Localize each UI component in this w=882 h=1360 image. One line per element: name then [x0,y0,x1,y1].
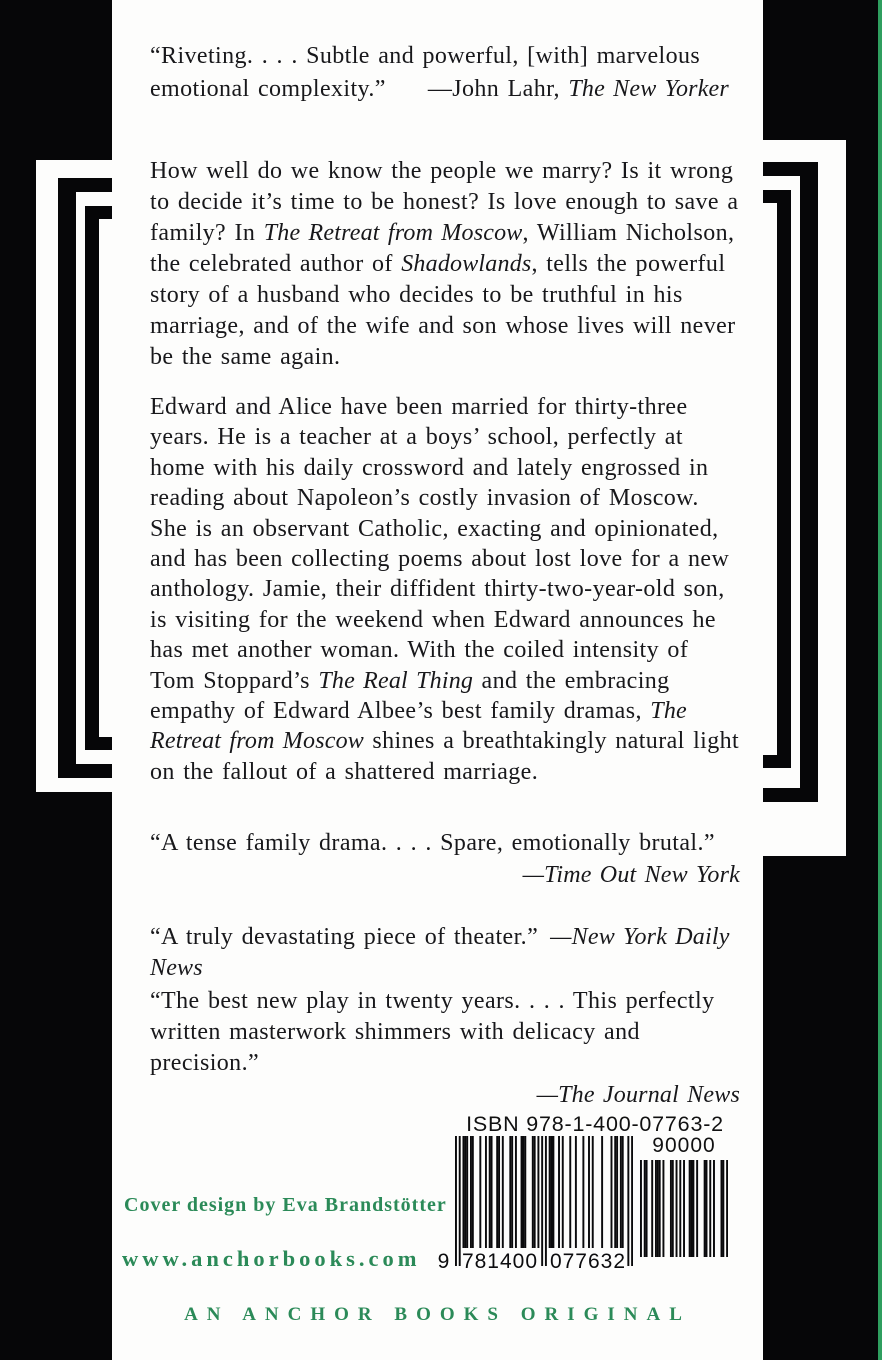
review-quote: “A tense family drama. . . . Spare, emotionally brutal.” [150,830,715,856]
review-ny-daily-news: “A truly devastating piece of theater.” —New York Daily News [150,924,730,981]
bracket-bar [85,737,112,750]
price-supplement-barcode [640,1160,728,1257]
bracket-bar [777,190,791,768]
ean-digit-left: 9 [437,1250,451,1273]
bracket-bar [763,162,818,176]
review-quote: “The best new play in twenty years. . . . This perfectly written masterwork shimmers with delicacy and precision.” [150,988,715,1076]
isbn-label: ISBN 978-1-400-07763-2 [466,1112,724,1136]
bracket-bar [85,206,112,219]
frame-bottom-right-block [763,856,882,1360]
pull-quote-line: emotional complexity.” —John Lahr, The New Yorker [150,76,729,102]
pull-quote-line: “Riveting. . . . Subtle and powerful, [with] marvelous [150,43,701,69]
price-code-label: 90000 [652,1134,716,1157]
synopsis-paragraph-2: Edward and Alice have been married for thirty-three years. He is a teacher at a boys’ school, perfectly at home with his daily crossword and lately engrossed in reading about Napoleon’s costly invasion of Moscow. She is an observant Catholic, exacting and opinionated, and has been collecting poems about lost love for a new anthology. Jamie, their diffident thirty-two-year-old son, is visiting for the weekend when Edward announces he has met another woman. With the coiled intensity of Tom Stoppard’s The Real Thing and the embracing empathy of Edward Albee’s best family dramas, The Retreat from Moscow shines a breathtakingly natural light on the fallout of a shattered marriage. [150,394,740,785]
frame-left-strip [0,160,36,792]
bracket-bar [763,755,791,768]
review-time-out-new-york [150,828,740,891]
review-journal-news [150,986,740,1111]
synopsis-paragraph-1: How well do we know the people we marry? Is it wrong to decide it’s time to be honest? Is love enough to save a family? In The Retreat from Moscow, William Nicholson, the celebrated author of Shadowlands, tells the powerful story of a husband who decides to be truthful in his marriage, and of the wife and son whose lives will never be the same again. [150,158,739,370]
frame-top-right-block [763,0,882,140]
bracket-bar [800,162,818,802]
review-attribution: —Time Out New York [522,862,740,888]
frame-right-strip [846,140,882,856]
imprint-line: AN ANCHOR BOOKS ORIGINAL [184,1304,691,1325]
review-attribution: —The Journal News [536,1082,740,1108]
bracket-bar [58,764,112,778]
pull-quote-new-yorker [150,40,740,106]
ean-barcode [455,1136,633,1266]
bracket-bar [763,788,818,802]
ean-digit-group-2: 077632 [549,1250,627,1273]
ean-digit-group-1: 781400 [461,1250,539,1273]
bracket-bar [763,190,791,203]
bracket-bar [85,206,99,750]
cover-design-credit: Cover design by Eva Brandstötter [124,1194,447,1216]
frame-bottom-left-block [0,792,112,1360]
spine-edge-stripe [878,0,882,1360]
bracket-bar [58,178,76,778]
publisher-website: www.anchorbooks.com [122,1246,421,1271]
frame-top-left-block [0,0,112,160]
bracket-bar [58,178,112,192]
